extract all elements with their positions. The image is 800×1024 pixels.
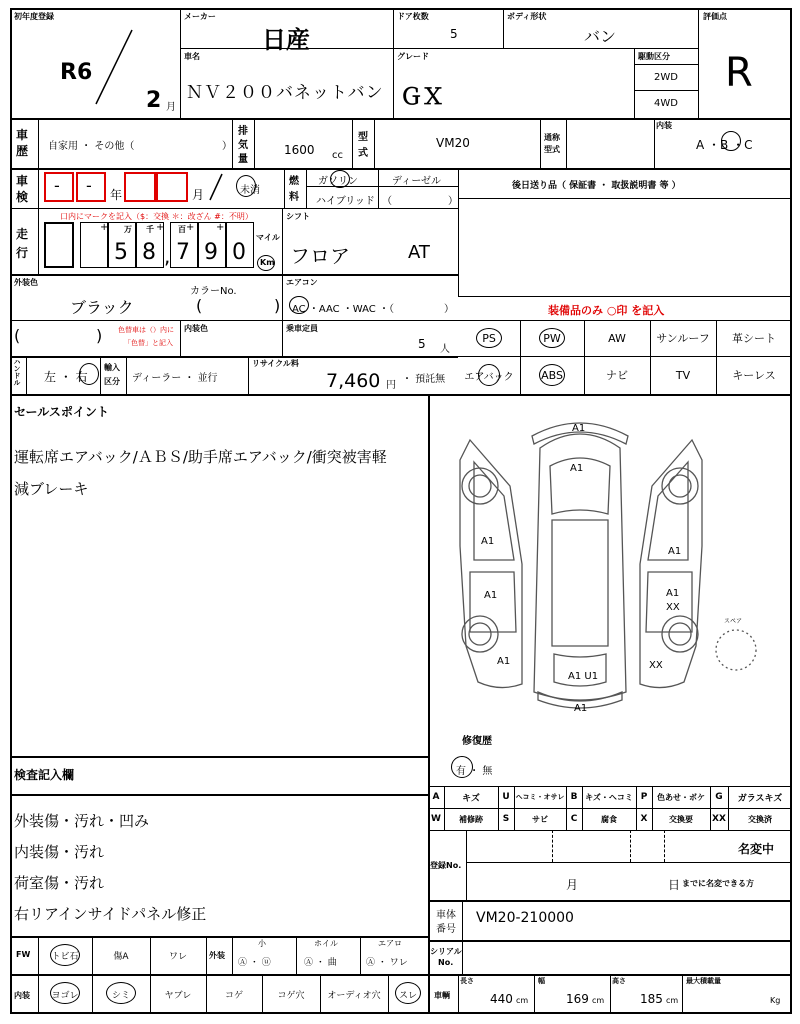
fw-label: FW: [16, 950, 31, 959]
divider: [282, 274, 283, 320]
odo-plus-1: +: [100, 222, 109, 233]
color-change-paren-close: ): [96, 326, 103, 345]
divider: [248, 356, 249, 394]
repair-yes-circle: [451, 756, 473, 778]
chassis-number: VM20-210000: [476, 910, 574, 926]
legend-text: サビ: [532, 814, 548, 824]
equip-tv: TV: [675, 368, 691, 382]
damage-mark: A1: [572, 423, 586, 434]
doors-label: ドア枚数: [397, 12, 429, 21]
interior-grade-circle: [721, 131, 741, 151]
divider: [630, 830, 631, 862]
int-item-dirt: ヨゴレ: [51, 990, 79, 1001]
aircon-value: AC ・AAC ・WAC ・（: [292, 304, 394, 315]
drive-4wd: 4WD: [654, 98, 678, 109]
inspect-note-line: 内装傷・汚れ: [14, 843, 105, 861]
divider: [374, 118, 375, 168]
color-no-paren-close: ): [274, 296, 281, 315]
inspect-notes-title: 検査記入欄: [14, 768, 75, 782]
divider: [10, 794, 428, 796]
divider: [552, 830, 553, 862]
exhaust-l2: 気: [238, 140, 248, 151]
divider: [10, 320, 458, 321]
body-value: バン: [584, 27, 617, 46]
equip-abs: ABS: [541, 368, 563, 382]
dirt-circle: [50, 982, 80, 1004]
divider: [466, 862, 792, 863]
common-l2: 型式: [544, 145, 560, 154]
inspect-note-line: 右リアインサイドパネル修正: [14, 905, 207, 923]
first-reg-label: 初年度登録: [14, 12, 54, 21]
width-value: 169: [566, 992, 589, 1006]
legend-text: キズ: [462, 793, 480, 804]
fuel-diesel: ディーゼル: [392, 176, 441, 187]
divider: [360, 936, 361, 974]
inspection-label-1: 車: [16, 174, 29, 188]
divider: [10, 168, 792, 170]
repair-value: 有 ・ 無: [456, 766, 493, 777]
odo-sen: 千: [146, 225, 154, 234]
divider: [180, 8, 181, 118]
pw-circle: [539, 328, 565, 348]
dims-label: 車輌: [434, 991, 450, 1000]
spare-label: スペア: [724, 618, 743, 625]
km-circle: [257, 255, 275, 271]
equip-ps: PS: [482, 331, 496, 345]
odo-plus-4: +: [216, 222, 225, 233]
divider: [458, 974, 459, 1014]
serial-l1: シリアル: [430, 947, 462, 956]
odo-digit-1: 5: [114, 240, 128, 265]
color-no-paren-open: (: [196, 296, 203, 315]
odo-digit-4: 9: [204, 240, 218, 265]
ext-aero-opts: Ⓐ ・ ワレ: [366, 958, 408, 968]
none-circle: [236, 175, 256, 197]
divider: [126, 356, 127, 394]
damage-mark: A1: [574, 703, 588, 714]
divider: [38, 168, 39, 208]
damage-mark: A1: [666, 588, 680, 599]
rating-value: R: [725, 50, 753, 96]
damage-mark: A1: [484, 590, 498, 601]
mileage-unit-km: Km: [260, 258, 275, 267]
fuel-paren: （: [382, 196, 392, 207]
legend-text: 交換済: [748, 814, 772, 824]
color-no-label: カラーNo.: [190, 286, 237, 297]
ext-small: 小: [258, 939, 266, 948]
history-label-1: 車: [16, 128, 29, 142]
divider: [232, 118, 233, 168]
legend-code: C: [570, 814, 578, 824]
equip-pw: PW: [543, 331, 561, 345]
inspection-year: 年: [110, 188, 123, 202]
aircon-close: ）: [444, 304, 454, 315]
damage-mark: XX: [666, 602, 680, 613]
ext-small-opts: Ⓐ ・ ⓤ: [238, 958, 271, 968]
legend-code: W: [431, 814, 441, 824]
gasoline-circle: [330, 170, 350, 188]
registration-month: 月: [566, 878, 579, 892]
damage-mark: A1: [668, 546, 682, 557]
sales-title: セールスポイント: [14, 405, 109, 419]
inspect-note-line: 荷室傷・汚れ: [14, 874, 105, 892]
shift-label: シフト: [286, 212, 310, 221]
exterior-color-label: 外装色: [14, 278, 38, 287]
fuel-paren-close: ）: [448, 196, 458, 207]
ext-wheel: ホイル: [314, 939, 338, 948]
divider: [634, 64, 698, 65]
height-unit: cm: [666, 996, 679, 1005]
legend-text: キズ・ヘコミ: [585, 792, 633, 802]
divider: [428, 900, 792, 902]
damage-mark: A1: [497, 656, 511, 667]
width-unit: cm: [592, 996, 605, 1005]
handle-label: ハンドル: [13, 358, 21, 386]
interior-color-label: 内装色: [184, 324, 208, 333]
divider: [296, 936, 297, 974]
divider: [634, 48, 635, 118]
odo-hyaku: 百: [178, 225, 186, 234]
divider: [10, 756, 428, 758]
interior-label: 内装: [656, 121, 672, 130]
legend-text: 交換要: [669, 814, 693, 824]
divider: [458, 168, 459, 296]
divider: [306, 168, 307, 208]
divider: [610, 974, 611, 1014]
registration-until: までに名変できる方: [682, 879, 754, 888]
slash-mark: [206, 172, 226, 202]
divider: [682, 974, 683, 1014]
height-label: 高さ: [612, 977, 626, 985]
divider: [100, 356, 101, 394]
seating-label: 乗車定員: [286, 324, 318, 333]
legend-text: 色あせ・ボケ: [657, 792, 705, 802]
divider: [698, 8, 699, 118]
ext-wheel-opts: Ⓐ ・ 曲: [304, 958, 337, 968]
ext-aero: エアロ: [378, 939, 402, 948]
inspection-dash-2: -: [86, 176, 92, 195]
rating-label: 評価点: [703, 12, 727, 21]
fuel-hybrid: ハイブリッド: [316, 196, 375, 207]
odo-digit-5: 0: [232, 240, 246, 265]
inspect-note-line: 外装傷・汚れ・凹み: [14, 812, 150, 830]
wear-circle: [395, 982, 421, 1004]
legend-code: B: [570, 792, 578, 802]
divider: [10, 274, 458, 276]
chassis-l1: 車体: [436, 910, 456, 921]
equip-airbag: エアバック: [464, 371, 514, 383]
divider: [254, 118, 255, 168]
history-text: 自家用 ・ その他（: [48, 141, 135, 152]
divider: [458, 198, 792, 199]
damage-mark: XX: [649, 660, 663, 671]
seating-unit: 人: [440, 344, 450, 355]
divider: [38, 208, 39, 274]
legend-text: ヘコミ・オサレ: [515, 793, 565, 801]
chip-circle: [50, 944, 80, 966]
fw-item-chip: トビ石: [51, 951, 79, 962]
length-value: 440: [490, 992, 513, 1006]
fuel-l2: 料: [289, 192, 299, 203]
equip-sunroof: サンルーフ: [656, 332, 710, 345]
ps-circle: [476, 328, 502, 348]
maker-label: メーカー: [184, 12, 216, 21]
int-label: 内装: [14, 991, 30, 1000]
legend-code: A: [432, 792, 440, 802]
legend-code: G: [715, 792, 723, 802]
fuel-l1: 燃: [289, 176, 299, 187]
type-l2: 式: [358, 148, 368, 159]
divider: [534, 974, 535, 1014]
type-l1: 型: [358, 132, 368, 143]
divider: [10, 356, 458, 358]
ac-circle: [289, 296, 309, 314]
equip-leather: 革シート: [732, 332, 776, 345]
divider: [503, 8, 504, 48]
sales-line-1: 運転席エアバック/ＡＢＳ/助手席エアバック/衝突被害軽: [14, 448, 387, 466]
divider: [462, 900, 463, 940]
damage-mark: A1: [570, 463, 584, 474]
divider: [458, 296, 792, 297]
inspection-month: 月: [192, 188, 205, 202]
reg-month-unit: 月: [166, 102, 176, 113]
recycle-deposit: ・ 預託無: [402, 374, 446, 385]
int-item-tear: ヤブレ: [164, 990, 192, 1001]
exterior-color-value: ブラック: [70, 298, 134, 317]
seating-value: 5: [418, 337, 426, 351]
int-item-stain: シミ: [111, 990, 130, 1001]
mileage-note: 口内にマークを記入（$：交換 ＊：改ざん #：不明）: [60, 212, 253, 221]
inspection-box-4: [156, 172, 188, 202]
mileage-unit-mile: マイル: [256, 233, 280, 242]
equip-aw: AW: [608, 331, 626, 345]
color-change-paren-open: (: [14, 326, 21, 345]
int-item-burn-hole: コゲ穴: [277, 990, 305, 1001]
name-change: 名変中: [738, 842, 775, 856]
doors-value: 5: [450, 27, 458, 41]
recycle-fee: 7,460: [326, 370, 381, 392]
abs-circle: [539, 364, 565, 386]
width-label: 幅: [538, 977, 545, 985]
dealer-options: ディーラー ・ 並行: [132, 373, 218, 384]
ext-label: 外装: [209, 951, 225, 960]
divider: [428, 940, 792, 942]
divider: [566, 118, 567, 168]
inspection-label-2: 検: [16, 190, 29, 204]
divider: [634, 90, 698, 91]
divider: [378, 168, 379, 208]
aircon-label: エアコン: [286, 278, 318, 287]
drive-2wd: 2WD: [654, 72, 678, 83]
model-name-value: ＮＶ２００バネットバン: [186, 83, 384, 103]
serial-l2: No.: [438, 958, 454, 967]
legend-text: 腐食: [601, 814, 617, 824]
odo-box-0: [44, 222, 74, 268]
divider: [654, 118, 655, 168]
handle-options: 左 ・ 右: [44, 370, 88, 384]
divider: [26, 356, 27, 394]
repair-label: 修復歴: [462, 736, 492, 747]
body-label: ボディ形状: [507, 12, 547, 21]
odo-plus-3: +: [186, 222, 195, 233]
legend-code: XX: [712, 814, 726, 824]
fuel-gasoline: ガソリン: [318, 176, 358, 187]
divider: [540, 118, 541, 168]
shift-type: AT: [408, 242, 430, 263]
divider: [38, 118, 39, 168]
inspection-none: 未消: [240, 185, 260, 196]
odo-man: 万: [124, 225, 132, 234]
odo-digit-2: 8: [142, 240, 156, 265]
legend-code: X: [640, 814, 648, 824]
model-name-label: 車名: [184, 52, 200, 61]
load-unit: Kg: [770, 996, 781, 1005]
equip-navi: ナビ: [606, 369, 628, 382]
equip-keyless: キーレス: [732, 369, 776, 382]
history-close: ）: [222, 141, 232, 152]
legend-code: U: [502, 792, 510, 802]
divider: [282, 208, 283, 274]
stain-circle: [106, 982, 136, 1004]
divider: [428, 830, 792, 831]
legend-text: 補修跡: [459, 814, 483, 824]
exhaust-l3: 量: [238, 154, 248, 165]
legend-code: P: [640, 792, 648, 802]
divider: [10, 118, 792, 120]
odo-comma: ,: [164, 244, 171, 268]
fw-item-crack: ワレ: [168, 951, 187, 962]
int-item-burn: コゲ: [224, 990, 243, 1001]
interior-grades: A ・B ・C: [696, 138, 753, 152]
legend-text: ガラスキズ: [737, 793, 783, 804]
divider: [466, 830, 467, 900]
car-diagram: [430, 396, 790, 726]
import-l1: 輸入: [104, 363, 120, 372]
displacement-value: 1600: [284, 143, 315, 157]
color-change-note-2: 「色替」と記入: [124, 339, 173, 347]
sales-line-2: 減ブレーキ: [14, 480, 89, 498]
recycle-yen: 円: [386, 380, 396, 391]
divider: [180, 320, 181, 356]
divider: [352, 118, 353, 168]
length-unit: cm: [516, 996, 529, 1005]
int-item-audio-hole: オーディオ穴: [327, 990, 381, 1001]
int-item-wear: スレ: [398, 990, 417, 1001]
inspection-dash-1: -: [54, 176, 60, 195]
slash-mark: [90, 28, 140, 108]
divider: [462, 940, 463, 974]
airbag-circle: [478, 364, 500, 386]
divider: [180, 48, 698, 49]
history-label-2: 歴: [16, 144, 29, 158]
odo-digit-3: 7: [176, 240, 190, 265]
odo-plus-2: +: [156, 222, 165, 233]
grade-value: ＧＸ: [400, 85, 445, 110]
legend-code: S: [502, 814, 510, 824]
mileage-label-2: 行: [16, 246, 29, 260]
divider: [282, 320, 283, 356]
registration-day: 日: [668, 878, 681, 892]
damage-mark: A1: [481, 536, 495, 547]
divider: [393, 8, 394, 118]
displacement-unit: cc: [332, 150, 343, 161]
equipment-header: 装備品のみ ○印 を記入: [548, 304, 665, 317]
era-year: R6: [60, 60, 93, 85]
divider: [232, 936, 233, 974]
mileage-label-1: 走: [16, 227, 29, 241]
common-l1: 通称: [544, 133, 560, 142]
later-items: 後日送り品（ 保証書 ・ 取扱説明書 等 ）: [512, 181, 681, 191]
recycle-label: リサイクル料: [252, 359, 299, 368]
grade-label: グレード: [397, 52, 429, 61]
divider: [664, 830, 665, 862]
height-value: 185: [640, 992, 663, 1006]
import-l2: 区分: [104, 377, 120, 386]
length-label: 長さ: [460, 977, 474, 985]
fw-item-scratch: 傷A: [113, 951, 129, 962]
right-handle-circle: [79, 363, 99, 385]
reg-month: 2: [146, 88, 162, 113]
divider: [284, 168, 285, 208]
exhaust-l1: 排: [238, 126, 248, 137]
load-label: 最大積載量: [686, 977, 721, 985]
registration-label: 登録No.: [430, 861, 462, 870]
shift-value: フロア: [290, 244, 350, 268]
inspection-box-3: [124, 172, 156, 202]
divider: [10, 208, 458, 209]
type-code: VM20: [436, 136, 470, 150]
drive-label: 駆動区分: [638, 52, 670, 61]
chassis-l2: 番号: [436, 924, 456, 935]
damage-mark: A1 U1: [568, 671, 599, 682]
color-change-note-1: 色替車は（）内に: [118, 326, 174, 334]
maker-value: 日産: [262, 26, 310, 54]
